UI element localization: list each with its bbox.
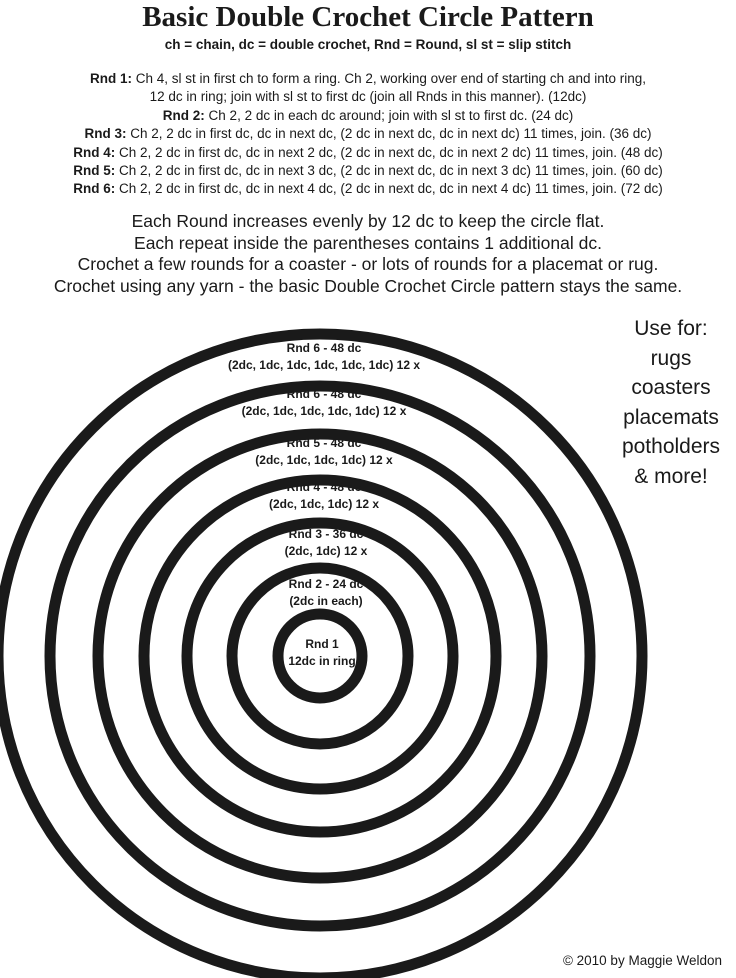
ring-label-repeat: (2dc, 1dc, 1dc) 12 x [268,497,380,511]
copyright-notice: © 2010 by Maggie Weldon [562,953,722,968]
ring-label-title: Rnd 1 [305,637,339,651]
ring-label-title: Rnd 6 - 48 dc [286,341,362,355]
uses-item: coasters [631,376,711,399]
uses-item: & more! [634,464,708,488]
ring-label-title: Rnd 4 - 48 dc [286,480,362,494]
page-title: Basic Double Crochet Circle Pattern [142,1,594,33]
round-text: 12 dc in ring; join with sl st to first dc (join all Rnds in this manner). (12dc) [149,89,587,105]
round-label: Rnd 5: [73,163,116,179]
ring-label-repeat: (2dc, 1dc) 12 x [284,544,368,558]
ring-label-repeat: 12dc in ring [288,654,356,668]
note-line: Each Round increases evenly by 12 dc to keep the circle flat. [131,211,605,231]
round-label: Rnd 3: [84,126,127,142]
note-line: Crochet using any yarn - the basic Double Crochet Circle pattern stays the same. [53,275,683,296]
round-label: Rnd 4: [73,144,116,160]
abbreviations-line: ch = chain, dc = double crochet, Rnd = Round, sl st = slip stitch [164,37,572,52]
uses-list [606,314,736,491]
round-label: Rnd 1: [90,71,132,86]
round-label: Rnd 2: [162,107,205,123]
round-text: Ch 2, 2 dc in first dc, dc in next 4 dc, (2 dc in next dc, dc in next 4 dc) 11 times, join. (72 dc) [119,181,663,197]
round-text: Ch 2, 2 dc in first dc, dc in next 3 dc, (2 dc in next dc, dc in next 3 dc) 11 times, join. (60 dc) [119,163,663,179]
round-text: Ch 2, 2 dc in each dc around; join with sl st to first dc. (24 dc) [208,107,574,123]
uses-item: potholders [621,435,721,458]
ring-label-repeat: (2dc, 1dc, 1dc, 1dc) 12 x [255,453,393,467]
ring-label-repeat: (2dc in each) [289,594,363,608]
round-text: Ch 2, 2 dc in first dc, dc in next 2 dc, (2 dc in next dc, dc in next 2 dc) 11 times, join. (48 dc) [119,144,663,160]
ring-label-title: Rnd 2 - 24 dc [288,577,364,591]
uses-item: placemats [623,405,719,429]
round-text: Ch 2, 2 dc in first dc, dc in next dc, (2 dc in next dc, dc in next dc) 11 times, join. (36 dc) [130,126,652,142]
ring-label-title: Rnd 6 - 48 dc [286,387,362,401]
ring-label-title: Rnd 3 - 36 dc [288,527,364,541]
uses-heading: Use for: [634,317,708,340]
round-text: Ch 4, sl st in first ch to form a ring. Ch 2, working over end of starting ch and into ring, [135,71,646,86]
ring-label-repeat: (2dc, 1dc, 1dc, 1dc, 1dc, 1dc) 12 x [227,358,421,372]
ring-label-repeat: (2dc, 1dc, 1dc, 1dc, 1dc) 12 x [241,404,407,418]
ring-label-title: Rnd 5 - 48 dc [286,436,362,450]
note-line: Each repeat inside the parentheses contains 1 additional dc. [134,232,602,253]
round-label: Rnd 6: [73,181,116,197]
note-line: Crochet a few rounds for a coaster - or lots of rounds for a placemat or rug. [77,254,659,275]
uses-item: rugs [650,346,692,370]
